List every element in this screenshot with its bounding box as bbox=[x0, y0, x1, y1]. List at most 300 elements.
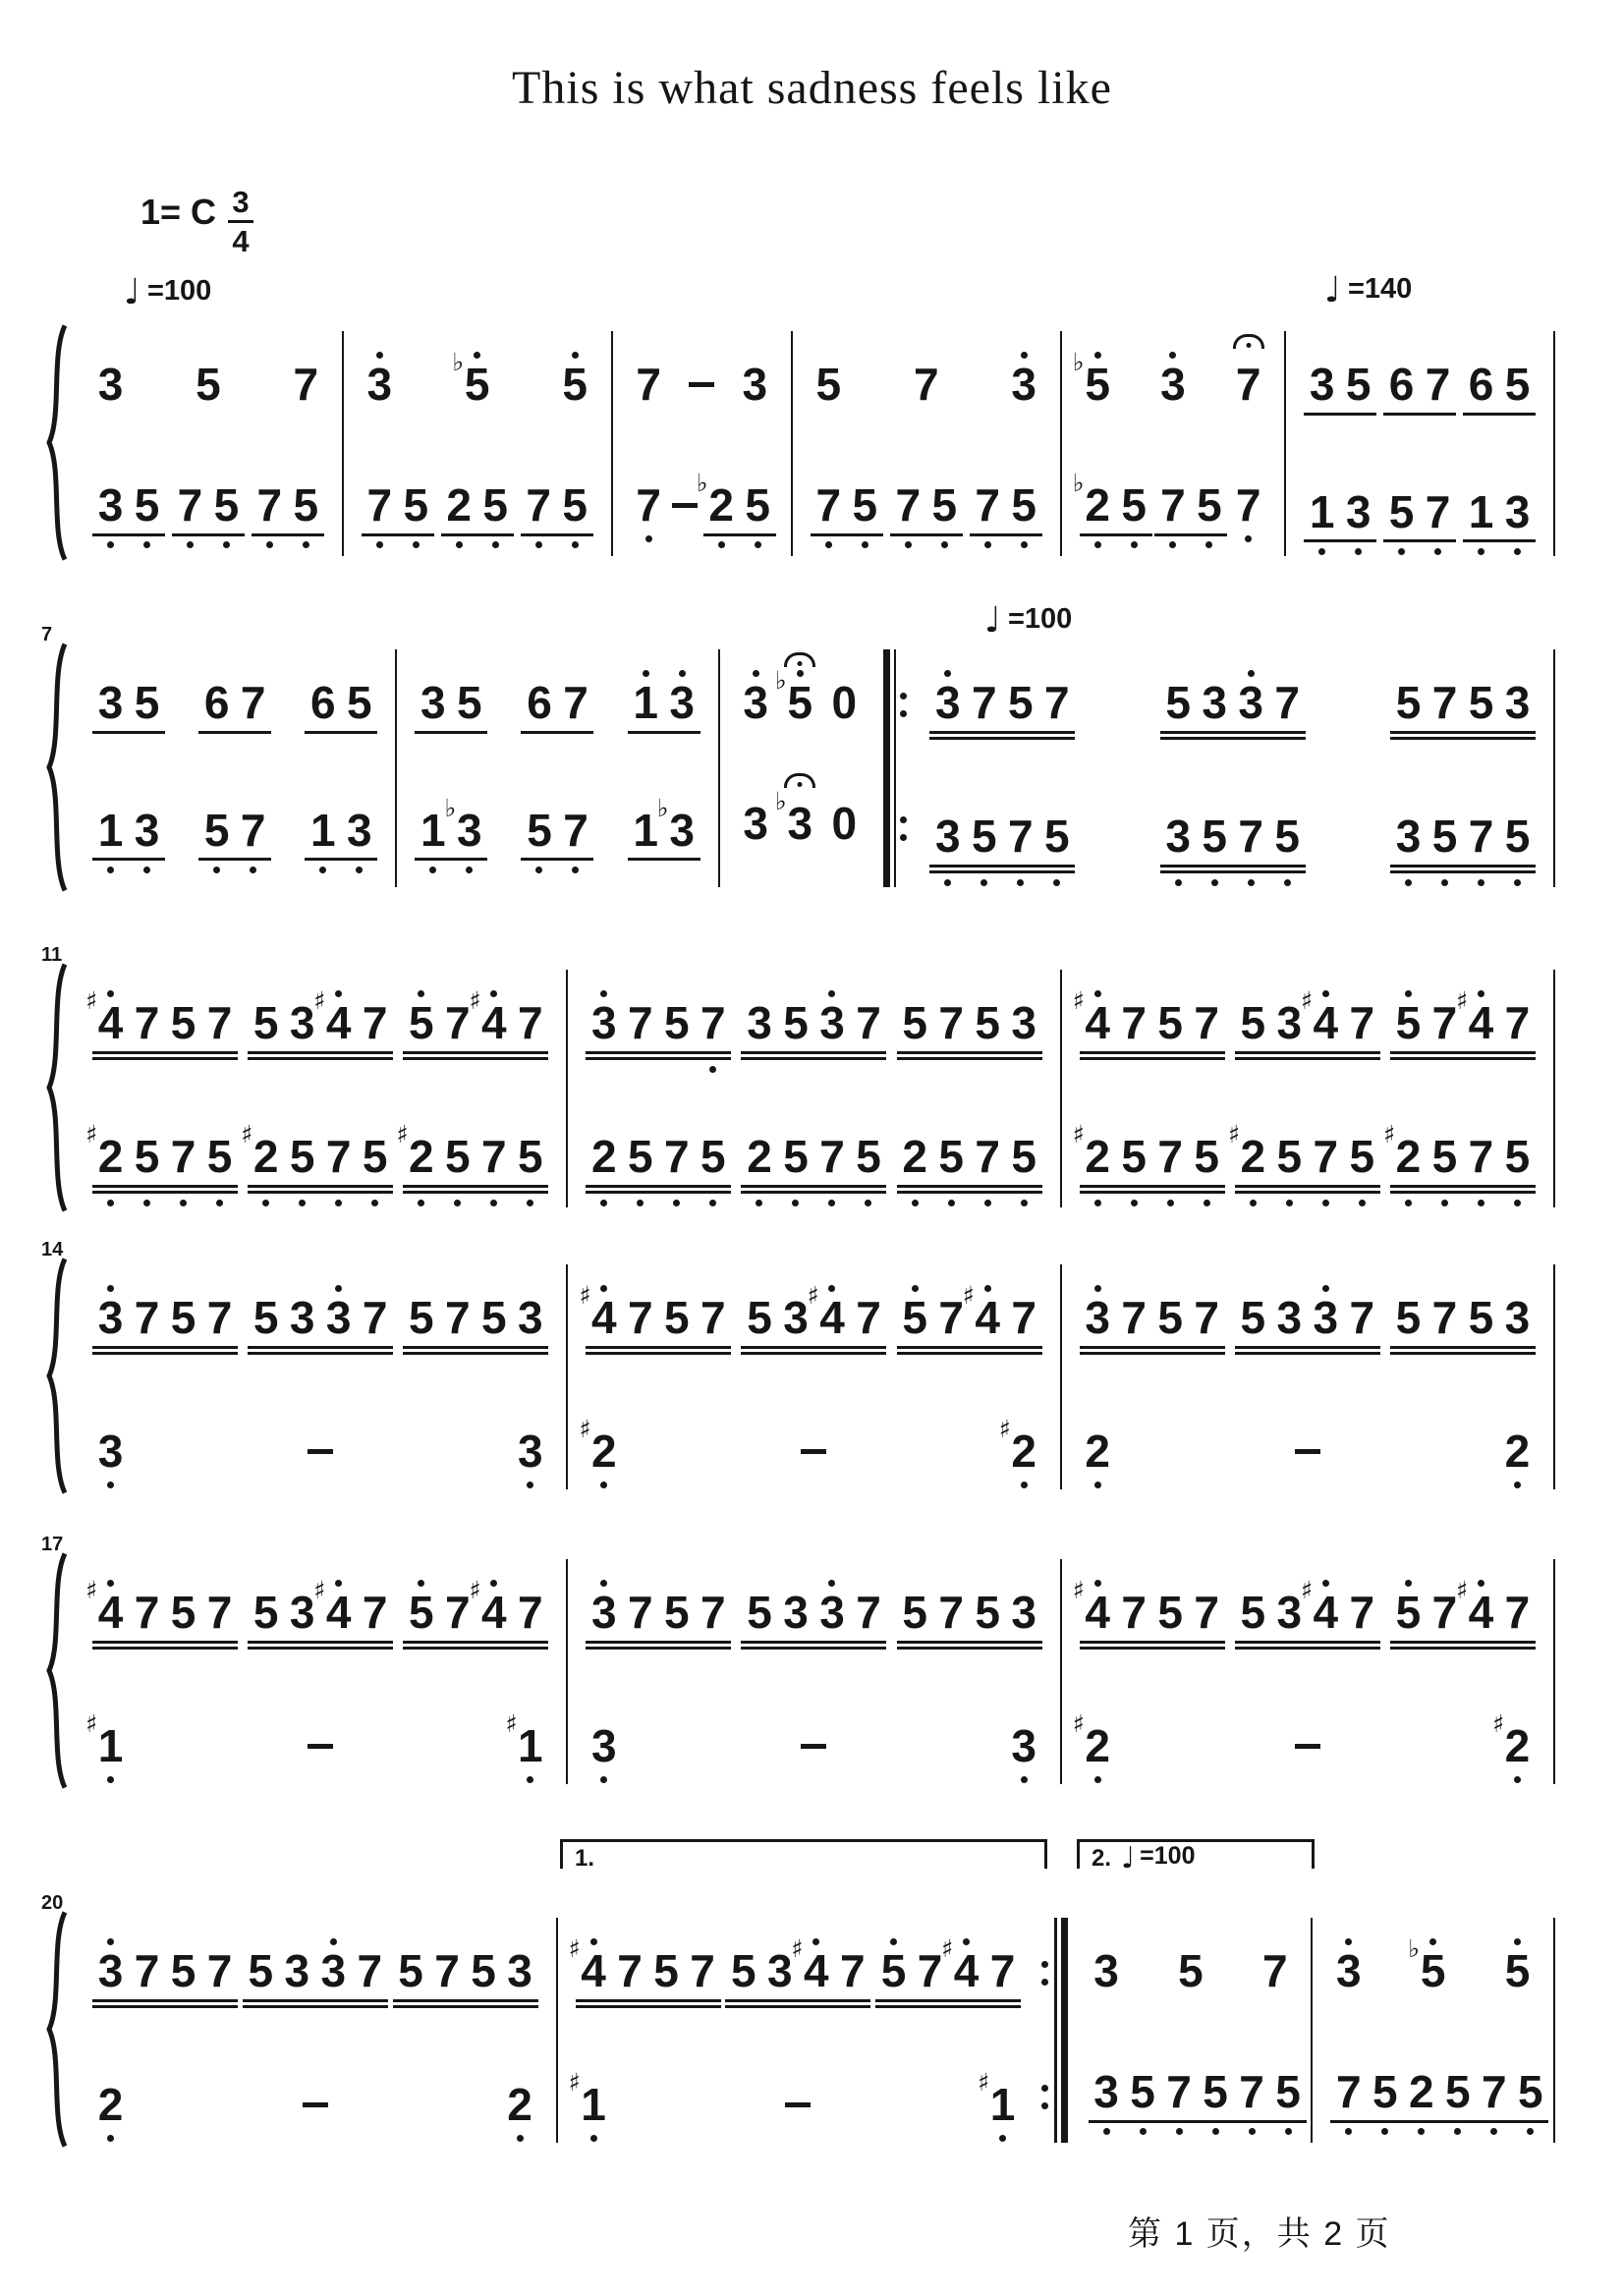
note bbox=[415, 649, 451, 727]
note-digit: 5 bbox=[471, 1945, 496, 1996]
note-group bbox=[875, 1918, 1021, 2022]
measure bbox=[1286, 331, 1555, 556]
note bbox=[1271, 1103, 1308, 1181]
note bbox=[284, 1264, 320, 1342]
note-digit: 7 bbox=[563, 804, 588, 856]
note-digit: 3 bbox=[320, 1945, 347, 1996]
sharp-icon: ♯ bbox=[85, 1709, 98, 1738]
volta-bracket-1 bbox=[560, 1839, 1047, 1872]
note-digit: 7 bbox=[362, 1292, 388, 1343]
note bbox=[172, 452, 208, 530]
melody-line bbox=[613, 331, 791, 422]
note bbox=[579, 1264, 622, 1343]
note-group bbox=[741, 1264, 886, 1369]
fermata-icon bbox=[784, 773, 815, 788]
note bbox=[738, 649, 774, 727]
dash-icon bbox=[308, 1744, 333, 1749]
octave-dot-below bbox=[143, 541, 150, 548]
note-digit: 7 bbox=[856, 997, 881, 1048]
note-digit: 5 bbox=[664, 997, 690, 1048]
note-group bbox=[1390, 1559, 1536, 1663]
beam-line bbox=[92, 1641, 238, 1644]
staff-gap bbox=[397, 748, 717, 777]
beam-line bbox=[1161, 2120, 1234, 2123]
note bbox=[303, 1398, 339, 1476]
note-digit: 7 bbox=[1481, 2066, 1507, 2117]
note-digit: 3 ♭ bbox=[656, 793, 695, 856]
note-group bbox=[1235, 1559, 1380, 1663]
note-group bbox=[1230, 331, 1266, 422]
note-digit: 7 bbox=[1194, 997, 1219, 1048]
octave-dot-below bbox=[984, 541, 991, 548]
beam-line bbox=[1390, 870, 1536, 873]
note bbox=[1499, 459, 1536, 536]
note bbox=[656, 777, 700, 856]
note-group bbox=[92, 1264, 238, 1369]
octave-dot-below bbox=[1286, 1200, 1293, 1206]
note bbox=[466, 1918, 502, 1995]
measure-number: 20 bbox=[41, 1892, 64, 1914]
note-group bbox=[415, 777, 487, 875]
octave-dot-above bbox=[753, 670, 759, 677]
octave-dot-below bbox=[1478, 548, 1484, 555]
note bbox=[1089, 1918, 1125, 1995]
note bbox=[926, 452, 963, 530]
staff-gap bbox=[613, 422, 791, 452]
staff-gap bbox=[1286, 429, 1553, 459]
octave-dot-above bbox=[418, 1580, 424, 1587]
note bbox=[1439, 2039, 1476, 2116]
measure-number: 17 bbox=[41, 1534, 64, 1555]
note-digit: 7 bbox=[938, 997, 964, 1048]
repeat-start-barline bbox=[880, 649, 913, 887]
octave-dot-above bbox=[1021, 352, 1028, 359]
melody-line bbox=[1313, 1918, 1553, 2009]
volta-label: 2. bbox=[1092, 1845, 1112, 1872]
note bbox=[165, 1918, 201, 1995]
staff-gap bbox=[1062, 1369, 1553, 1398]
note bbox=[398, 452, 434, 530]
octave-dot-below bbox=[413, 541, 420, 548]
note-digit: 5 bbox=[972, 811, 997, 862]
octave-dot-above bbox=[797, 670, 804, 677]
note-group bbox=[631, 452, 667, 550]
beam-line bbox=[415, 858, 487, 861]
octave-dot-above bbox=[944, 670, 951, 677]
note-digit: 2 ♯ bbox=[396, 1120, 434, 1182]
note-group bbox=[1408, 1918, 1451, 2009]
note bbox=[664, 649, 700, 727]
beam-line bbox=[586, 1641, 731, 1644]
note-digit: 4 ♯ bbox=[469, 986, 507, 1048]
note-digit: 7 bbox=[700, 1587, 726, 1638]
note bbox=[92, 777, 129, 855]
octave-dot-below bbox=[143, 867, 150, 873]
note bbox=[622, 1559, 658, 1637]
note-group bbox=[303, 1398, 339, 1489]
score-system bbox=[39, 944, 1555, 1207]
note-group bbox=[248, 1559, 393, 1663]
note bbox=[807, 1264, 850, 1343]
note-group bbox=[241, 1103, 393, 1207]
note-digit: 2 ♯ bbox=[1072, 1120, 1110, 1182]
note bbox=[1403, 2039, 1439, 2116]
note bbox=[1308, 1103, 1344, 1181]
note-digit: 3 bbox=[97, 359, 124, 410]
note bbox=[1002, 649, 1038, 727]
measure bbox=[568, 1264, 1061, 1489]
tempo-marking-initial bbox=[124, 272, 212, 313]
note bbox=[198, 777, 235, 855]
note-group bbox=[978, 2051, 1021, 2143]
octave-dot-above bbox=[1405, 990, 1412, 997]
melody-line bbox=[1062, 1559, 1553, 1663]
note bbox=[1340, 459, 1376, 536]
note-digit: 7 bbox=[1313, 1131, 1339, 1182]
note-group bbox=[796, 1398, 832, 1489]
note-digit: 2 ♯ bbox=[579, 1415, 617, 1477]
note-group bbox=[1463, 331, 1536, 429]
note bbox=[502, 2051, 538, 2129]
octave-dot-below bbox=[1175, 879, 1182, 886]
note bbox=[1116, 970, 1152, 1047]
octave-dot-above bbox=[330, 1938, 337, 1945]
note bbox=[1499, 649, 1536, 727]
sharp-icon: ♯ bbox=[241, 1120, 253, 1148]
note-digit: 6 bbox=[310, 677, 336, 728]
beam-line bbox=[929, 865, 1075, 868]
note bbox=[248, 1264, 284, 1342]
note bbox=[92, 1264, 129, 1342]
beam-line bbox=[741, 1346, 886, 1349]
octave-dot-below bbox=[1021, 1482, 1028, 1488]
note bbox=[1476, 2039, 1512, 2116]
staff-gap bbox=[1071, 2009, 1312, 2039]
note-digit: 3 bbox=[819, 997, 845, 1048]
note bbox=[1072, 1103, 1116, 1182]
note-digit: 5 bbox=[1121, 479, 1147, 531]
note bbox=[1006, 452, 1042, 530]
note bbox=[85, 1103, 129, 1182]
note bbox=[1072, 1693, 1116, 1771]
octave-dot-below bbox=[466, 867, 473, 873]
octave-dot-above bbox=[1405, 1580, 1412, 1587]
bass-line bbox=[397, 777, 717, 875]
note-group bbox=[362, 331, 398, 422]
beam-line bbox=[252, 533, 324, 536]
note bbox=[791, 1918, 834, 1996]
note bbox=[313, 970, 357, 1048]
note bbox=[725, 1918, 761, 1995]
note-group bbox=[1072, 452, 1152, 550]
note-digit: 5 bbox=[481, 1292, 507, 1343]
note-digit: 3 bbox=[742, 359, 768, 410]
bass-line bbox=[75, 777, 395, 875]
bass-line bbox=[568, 1103, 1059, 1207]
note bbox=[738, 770, 774, 848]
beam-line bbox=[1234, 2120, 1307, 2123]
beam-line bbox=[521, 858, 593, 861]
octave-dot-below bbox=[1131, 541, 1138, 548]
note-digit: 5 bbox=[1388, 485, 1415, 537]
octave-dot-below bbox=[862, 541, 868, 548]
measure bbox=[613, 331, 793, 556]
octave-dot-above bbox=[1514, 1938, 1521, 1945]
note-digit: 7 bbox=[1468, 811, 1494, 862]
measure bbox=[912, 649, 1555, 887]
note-digit: 4 ♯ bbox=[85, 1576, 124, 1638]
note-group bbox=[897, 1103, 1042, 1207]
note-digit: 3 bbox=[347, 804, 372, 856]
note bbox=[1235, 1264, 1271, 1342]
system-brace bbox=[39, 331, 75, 556]
note-digit: 7 bbox=[1425, 485, 1451, 537]
note-group bbox=[1491, 1693, 1536, 1784]
sharp-icon: ♯ bbox=[85, 986, 98, 1015]
beam-line bbox=[1390, 1346, 1536, 1349]
beam-line bbox=[1160, 737, 1306, 740]
note-digit: 5 bbox=[248, 1945, 274, 1996]
note bbox=[897, 1559, 933, 1637]
note-group bbox=[1080, 1398, 1116, 1489]
octave-dot-below bbox=[517, 2135, 524, 2142]
fermata-icon bbox=[1233, 334, 1264, 349]
bass-line bbox=[568, 1398, 1059, 1489]
beam-line bbox=[92, 1647, 238, 1650]
note-digit: 5 bbox=[1504, 359, 1531, 410]
bass-line bbox=[1071, 2039, 1312, 2137]
octave-dot-below bbox=[303, 541, 309, 548]
note-digit: 5 bbox=[931, 479, 958, 531]
beam-line bbox=[248, 1057, 393, 1060]
note-digit: 7 bbox=[1121, 997, 1147, 1048]
note-digit: 7 bbox=[526, 479, 551, 531]
note-group bbox=[741, 1103, 886, 1207]
note-digit: 3 bbox=[289, 1292, 315, 1343]
note-digit: 7 bbox=[628, 997, 653, 1048]
note bbox=[557, 777, 593, 855]
note-group bbox=[441, 452, 514, 550]
note bbox=[313, 1559, 357, 1638]
measure bbox=[75, 649, 397, 887]
octave-dot-below bbox=[1284, 879, 1291, 886]
octave-dot-above bbox=[335, 1285, 342, 1292]
note-digit: 5 bbox=[1504, 1131, 1531, 1182]
note-digit: 3 bbox=[1202, 677, 1227, 728]
beam-line bbox=[403, 1051, 548, 1054]
octave-dot-below bbox=[1094, 1200, 1101, 1206]
note-digit: 4 ♯ bbox=[1300, 986, 1339, 1048]
octave-dot-below bbox=[984, 1200, 991, 1206]
note-group bbox=[85, 970, 238, 1074]
bass-line bbox=[75, 2051, 556, 2143]
note bbox=[1038, 649, 1075, 727]
note bbox=[521, 452, 557, 530]
beam-line bbox=[92, 1346, 238, 1349]
staff-gap bbox=[75, 422, 342, 452]
note-group bbox=[393, 1918, 538, 2022]
beam-line bbox=[92, 1191, 238, 1194]
note-digit: 5 bbox=[562, 359, 588, 410]
beam-line bbox=[393, 2005, 538, 2008]
sharp-icon: ♯ bbox=[313, 986, 326, 1015]
note bbox=[813, 1559, 850, 1637]
note-digit: 5 bbox=[170, 997, 196, 1048]
octave-dot-below bbox=[107, 541, 114, 548]
note bbox=[658, 1264, 695, 1342]
note bbox=[165, 1264, 201, 1342]
note bbox=[796, 1693, 832, 1770]
note-digit: 3 bbox=[669, 677, 695, 728]
octave-dot-below bbox=[1021, 1776, 1028, 1783]
note bbox=[297, 2051, 333, 2129]
note bbox=[1304, 459, 1340, 536]
beam-line bbox=[1330, 2120, 1403, 2123]
octave-dot-below bbox=[1441, 1200, 1448, 1206]
sharp-icon: ♯ bbox=[579, 1415, 591, 1443]
note bbox=[129, 970, 165, 1047]
octave-dot-above bbox=[1478, 1580, 1484, 1587]
octave-dot-below bbox=[1285, 2128, 1292, 2135]
staff-gap bbox=[558, 2022, 1039, 2051]
note bbox=[357, 970, 393, 1047]
note-digit: 2 ♯ bbox=[1072, 1709, 1110, 1771]
note bbox=[1455, 1559, 1499, 1638]
octave-dot-below bbox=[1527, 2128, 1534, 2135]
note bbox=[429, 1918, 466, 1995]
note-digit: 3 bbox=[935, 811, 961, 862]
note-group bbox=[1230, 452, 1266, 550]
note-digit: 5 bbox=[562, 479, 588, 531]
octave-dot-below bbox=[1478, 879, 1484, 886]
note-digit: 7 bbox=[1431, 677, 1458, 728]
octave-dot-below bbox=[1131, 1200, 1138, 1206]
octave-dot-below bbox=[535, 867, 542, 873]
staff-gap bbox=[75, 1074, 566, 1103]
note-digit: 5 bbox=[457, 677, 482, 728]
beam-line bbox=[248, 1346, 393, 1349]
bass-line bbox=[344, 452, 611, 550]
note-group bbox=[505, 1693, 548, 1784]
note-digit: 7 bbox=[975, 1131, 1000, 1182]
octave-dot-below bbox=[718, 541, 725, 548]
note bbox=[1330, 2039, 1367, 2116]
note bbox=[521, 649, 557, 727]
beam-line bbox=[1235, 1641, 1380, 1644]
octave-dot-below bbox=[980, 879, 987, 886]
note bbox=[403, 1559, 439, 1637]
note bbox=[1080, 1264, 1116, 1342]
note bbox=[1499, 1559, 1536, 1637]
bass-line bbox=[75, 452, 342, 550]
note-digit: 7 bbox=[518, 1587, 543, 1638]
octave-dot-below bbox=[1169, 541, 1176, 548]
beam-line bbox=[929, 737, 1075, 740]
note-digit: 3 bbox=[1313, 1292, 1339, 1343]
note bbox=[622, 1103, 658, 1181]
beam-line bbox=[1383, 539, 1456, 542]
note bbox=[579, 1398, 622, 1477]
note-group bbox=[1089, 1918, 1125, 2009]
note-digit: 5 bbox=[409, 1587, 434, 1638]
sharp-icon: ♯ bbox=[85, 1576, 98, 1604]
note-digit: 5 bbox=[1240, 1587, 1266, 1638]
note bbox=[190, 331, 226, 409]
beam-line bbox=[1235, 1051, 1380, 1054]
octave-dot-below bbox=[709, 1200, 716, 1206]
note-digit: 3 bbox=[289, 1587, 315, 1638]
note bbox=[586, 1559, 622, 1637]
bass-line bbox=[75, 1693, 566, 1784]
note-group bbox=[305, 777, 377, 875]
note-group bbox=[890, 452, 963, 550]
note-digit: 7 bbox=[1425, 359, 1451, 410]
note-digit: 5 bbox=[170, 1292, 196, 1343]
note-digit: 1 bbox=[1309, 485, 1335, 537]
note-digit: 7 bbox=[445, 1292, 471, 1343]
note bbox=[648, 1918, 685, 1995]
beam-line bbox=[1390, 1191, 1536, 1194]
note-digit: 3 bbox=[284, 1945, 310, 1996]
fraction-bar bbox=[228, 220, 253, 223]
bass-line bbox=[793, 452, 1060, 550]
note-digit: 7 bbox=[1239, 2066, 1264, 2117]
note-digit: 5 bbox=[293, 479, 319, 531]
note bbox=[129, 1103, 165, 1181]
note bbox=[777, 1103, 813, 1181]
measure bbox=[1062, 331, 1287, 556]
note-digit: 3 bbox=[1309, 359, 1335, 410]
note-group bbox=[796, 1693, 832, 1784]
octave-dot-above bbox=[643, 670, 649, 677]
measure bbox=[1062, 1559, 1555, 1784]
bass-line bbox=[568, 1693, 1059, 1784]
system-brace bbox=[39, 970, 75, 1207]
beam-line bbox=[897, 1051, 1042, 1054]
note-group bbox=[92, 452, 165, 550]
note-group bbox=[1390, 649, 1536, 754]
note-group bbox=[557, 331, 593, 422]
note-digit: 5 bbox=[1395, 677, 1422, 728]
note-digit: 6 bbox=[527, 677, 552, 728]
note-digit: 3 bbox=[1093, 2066, 1119, 2117]
beam-line bbox=[1080, 1191, 1225, 1194]
note-group bbox=[826, 770, 863, 862]
note-digit: 5 bbox=[1202, 811, 1227, 862]
note bbox=[235, 649, 271, 727]
note-digit: 7 bbox=[1504, 1587, 1531, 1638]
octave-dot-below bbox=[299, 1200, 306, 1206]
note bbox=[198, 649, 235, 727]
tempo-marking-measure6 bbox=[1324, 270, 1413, 311]
melody-line bbox=[1286, 331, 1553, 429]
melody-line bbox=[344, 331, 611, 422]
octave-dot-below bbox=[756, 1200, 762, 1206]
note-digit: 7 bbox=[1468, 1131, 1494, 1182]
note bbox=[897, 970, 933, 1047]
key-signature bbox=[140, 185, 253, 258]
note-group bbox=[297, 2051, 333, 2143]
note-group bbox=[1006, 331, 1042, 422]
note-digit: 5 bbox=[1274, 811, 1300, 862]
note bbox=[284, 1103, 320, 1181]
note-digit: 1 ♯ bbox=[85, 1709, 124, 1771]
note-digit: 5 bbox=[902, 1292, 927, 1343]
octave-dot-below bbox=[1021, 541, 1028, 548]
note bbox=[341, 649, 377, 727]
note-digit: 5 bbox=[409, 997, 434, 1048]
note bbox=[622, 1264, 658, 1342]
